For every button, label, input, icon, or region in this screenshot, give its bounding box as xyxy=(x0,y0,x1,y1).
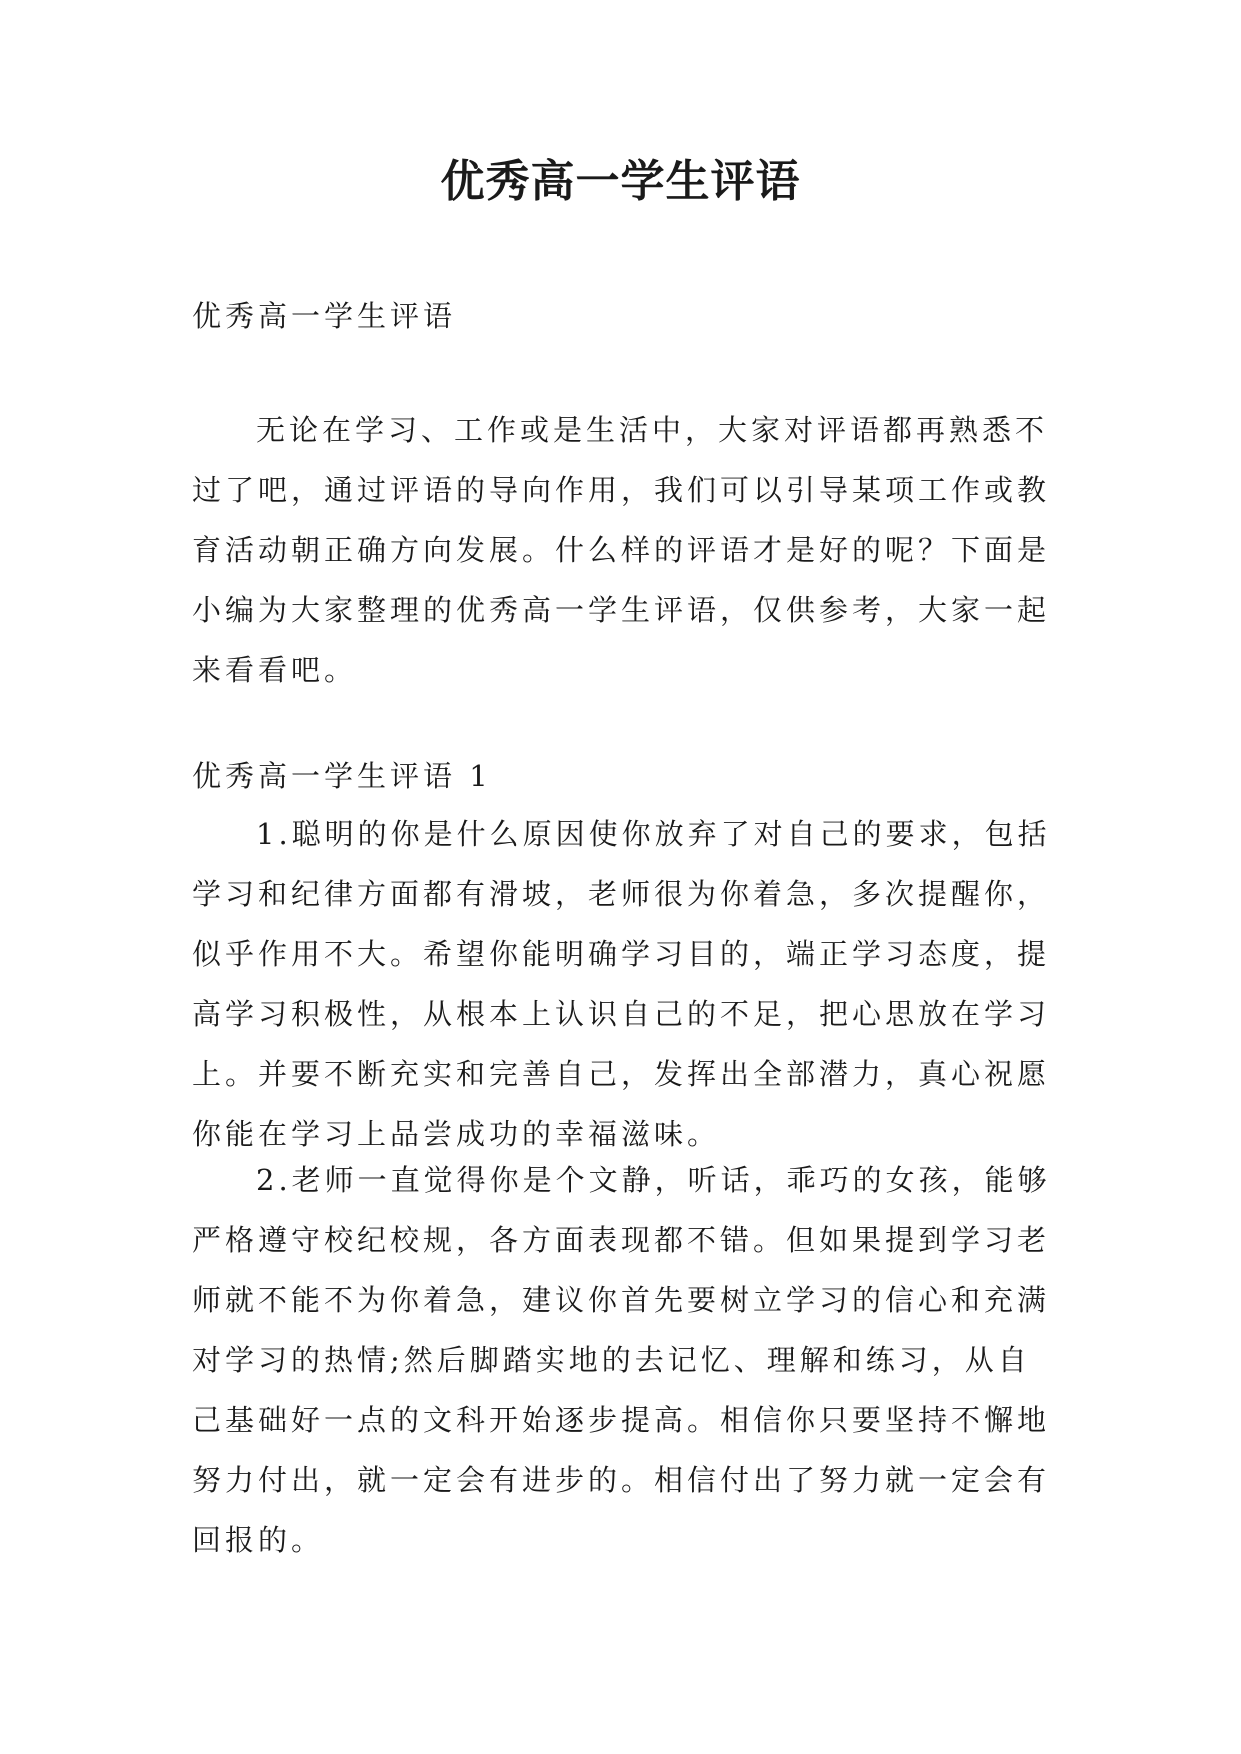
intro-paragraph: 无论在学习、工作或是生活中，大家对评语都再熟悉不过了吧，通过评语的导向作用，我们可以引导某项工作或教育活动朝正确方向发展。什么样的评语才是好的呢？下面是小编为大家整理的优秀高一学生评语，仅供参考，大家一起来看看吧。 xyxy=(192,413,1051,687)
document-title: 优秀高一学生评语 xyxy=(440,156,801,207)
comment-item-1: 1.聪明的你是什么原因使你放弃了对自己的要求，包括学习和纪律方面都有滑坡，老师很为你着急，多次提醒你，似乎作用不大。希望你能明确学习目的，端正学习态度，提高学习积极性，从根本上认识自己的不足，把心思放在学习上。并要不断充实和完善自己，发挥出全部潜力，真心祝愿你能在学习上品尝成功的幸福滋味。 xyxy=(192,817,1051,1151)
document-subtitle: 优秀高一学生评语 xyxy=(192,299,457,333)
section-heading: 优秀高一学生评语 1 xyxy=(192,759,492,793)
comment-item-2: 2.老师一直觉得你是个文静，听话，乖巧的女孩，能够严格遵守校纪校规，各方面表现都不错。但如果提到学习老师就不能不为你着急，建议你首先要树立学习的信心和充满对学习的热情;然后脚踏实地的去记忆、理解和练习，从自己基础好一点的文科开始逐步提高。相信你只要坚持不懈地努力付出，就一定会有进步的。相信付出了努力就一定会有回报的。 xyxy=(192,1163,1051,1557)
